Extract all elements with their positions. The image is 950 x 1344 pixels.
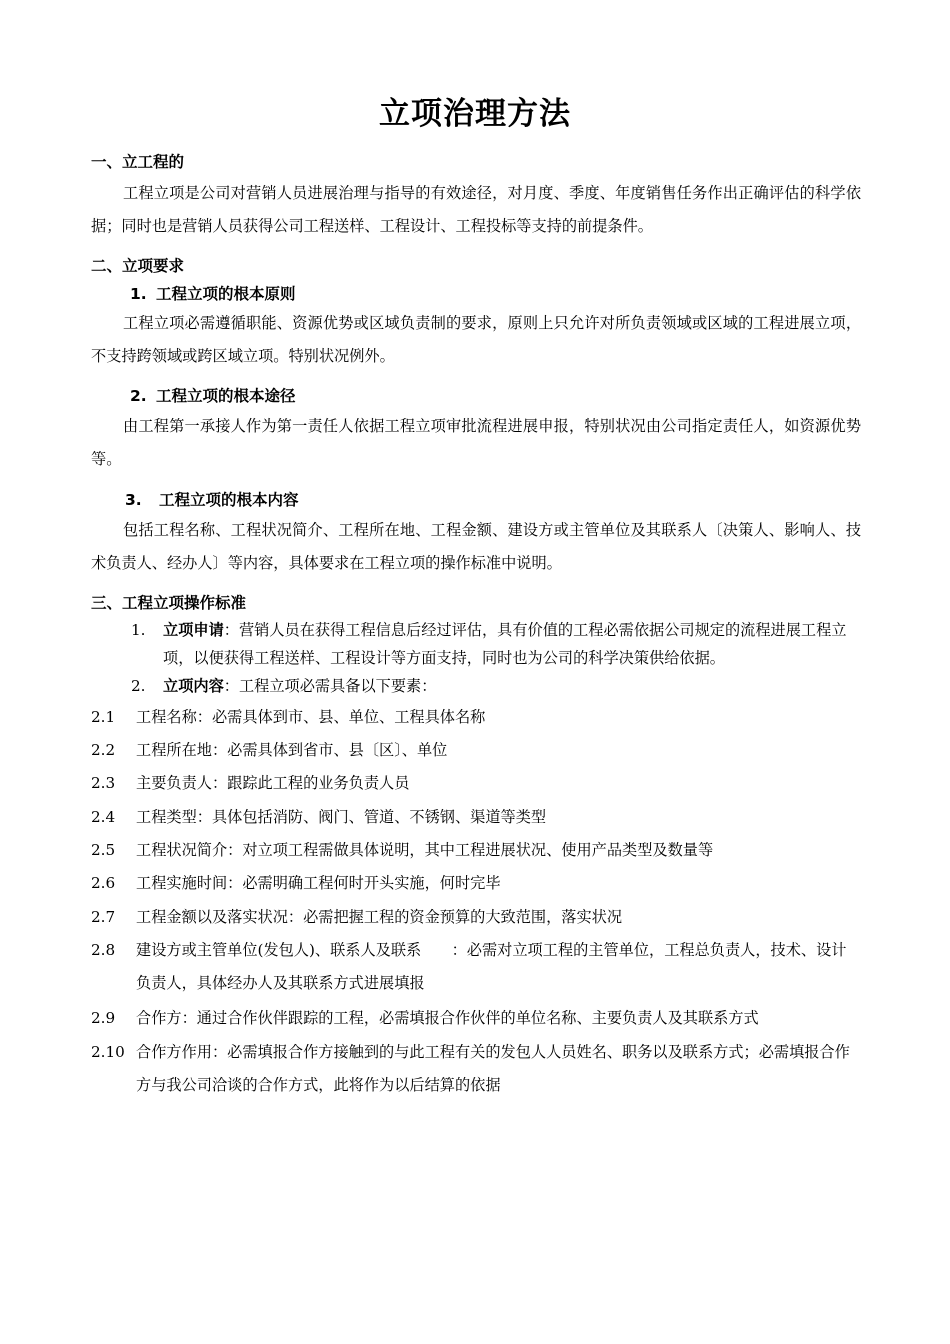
standard-item-number: 2. xyxy=(131,677,146,695)
list-item-text: 工程名称：必需具体到市、县、单位、工程具体名称 xyxy=(136,708,486,726)
subheading-number: 3. xyxy=(125,491,142,509)
section-heading-3: 三、工程立项操作标准 xyxy=(91,594,247,612)
list-item-number: 2.4 xyxy=(91,808,116,826)
list-item-number: 2.1 xyxy=(91,708,116,726)
subheading-2-1 xyxy=(130,282,296,304)
list-item-number: 2.7 xyxy=(91,908,116,926)
list-item-number: 2.8 xyxy=(91,941,116,959)
list-item-2-8 xyxy=(91,934,861,1000)
list-item-number: 2.3 xyxy=(91,774,116,792)
list-item-2-1 xyxy=(91,701,861,734)
standard-item-1 xyxy=(131,616,866,672)
standard-item-text: ：营销人员在获得工程信息后经过评估，具有价值的工程必需依据公司规定的流程进展工程立项，以便获得工程送样、工程设计等方面支持，同时也为公司的科学决策供给依据。 xyxy=(163,621,847,667)
subsection-2-1-paragraph: 工程立项必需遵循职能、资源优势或区域负责制的要求，原则上只允许对所负责领域或区域的工程进展立项，不支持跨领域或跨区域立项。特别状况例外。 xyxy=(91,314,861,365)
list-item-text: 合作方：通过合作伙伴跟踪的工程，必需填报合作伙伴的单位名称、主要负责人及其联系方式 xyxy=(136,1009,759,1027)
list-item-text: 主要负责人：跟踪此工程的业务负责人员 xyxy=(136,774,410,792)
standard-item-key: 立项申请 xyxy=(163,621,224,639)
list-item-2-3 xyxy=(91,767,861,800)
document-title: 立项治理方法 xyxy=(379,96,571,132)
list-item-2-2 xyxy=(91,734,861,767)
subheading-2-3 xyxy=(125,488,299,510)
list-item-number: 2.2 xyxy=(91,741,116,759)
subheading-label: 工程立项的根本原则 xyxy=(156,285,296,303)
list-item-text: 工程金额以及落实状况：必需把握工程的资金预算的大致范围，落实状况 xyxy=(136,908,622,926)
subheading-number: 1. xyxy=(130,285,147,303)
list-item-2-4 xyxy=(91,801,861,834)
list-item-2-9 xyxy=(91,1002,861,1035)
subheading-2-2 xyxy=(130,384,296,406)
list-item-number: 2.10 xyxy=(91,1043,125,1061)
standard-item-number: 1. xyxy=(131,621,146,639)
list-item-2-6 xyxy=(91,867,861,900)
standard-item-2 xyxy=(131,672,866,700)
subheading-label: 工程立项的根本途径 xyxy=(156,387,296,405)
list-item-text: 工程类型：具体包括消防、阀门、管道、不锈钢、渠道等类型 xyxy=(136,808,547,826)
list-item-text: 工程实施时间：必需明确工程何时开头实施，何时完毕 xyxy=(136,874,501,892)
standard-item-key: 立项内容 xyxy=(163,677,224,695)
subheading-label: 工程立项的根本内容 xyxy=(159,491,299,509)
list-item-2-5 xyxy=(91,834,861,867)
list-item-2-7 xyxy=(91,901,861,934)
list-item-text: 合作方作用：必需填报合作方接触到的与此工程有关的发包人人员姓名、职务以及联系方式；必需填报合作方与我公司洽谈的合作方式，此将作为以后结算的依据 xyxy=(136,1043,850,1094)
list-item-2-10 xyxy=(91,1036,861,1102)
list-item-number: 2.9 xyxy=(91,1009,116,1027)
subsection-2-3-paragraph: 包括工程名称、工程状况简介、工程所在地、工程金额、建设方或主管单位及其联系人〔决策人、影响人、技术负责人、经办人〕等内容，具体要求在工程立项的操作标准中说明。 xyxy=(91,521,861,572)
list-item-text: 建设方或主管单位(发包人)、联系人及联系 ：必需对立项工程的主管单位，工程总负责人，技术、设计负责人，具体经办人及其联系方式进展填报 xyxy=(136,941,847,992)
list-item-text: 工程所在地：必需具体到省市、县〔区〕、单位 xyxy=(136,741,448,759)
standard-item-text: ：工程立项必需具备以下要素： xyxy=(223,677,437,695)
section-1-paragraph: 工程立项是公司对营销人员进展治理与指导的有效途径，对月度、季度、年度销售任务作出正确评估的科学依据；同时也是营销人员获得公司工程送样、工程设计、工程投标等支持的前提条件。 xyxy=(91,184,861,235)
list-item-number: 2.5 xyxy=(91,841,116,859)
subheading-number: 2. xyxy=(130,387,147,405)
section-heading-2: 二、立项要求 xyxy=(91,257,185,275)
subsection-2-2-paragraph: 由工程第一承接人作为第一责任人依据工程立项审批流程进展申报，特别状况由公司指定责任人，如资源优势等。 xyxy=(91,417,861,468)
list-item-text: 工程状况简介：对立项工程需做具体说明，其中工程进展状况、使用产品类型及数量等 xyxy=(136,841,714,859)
list-item-number: 2.6 xyxy=(91,874,116,892)
section-heading-1: 一、立工程的 xyxy=(91,153,185,171)
